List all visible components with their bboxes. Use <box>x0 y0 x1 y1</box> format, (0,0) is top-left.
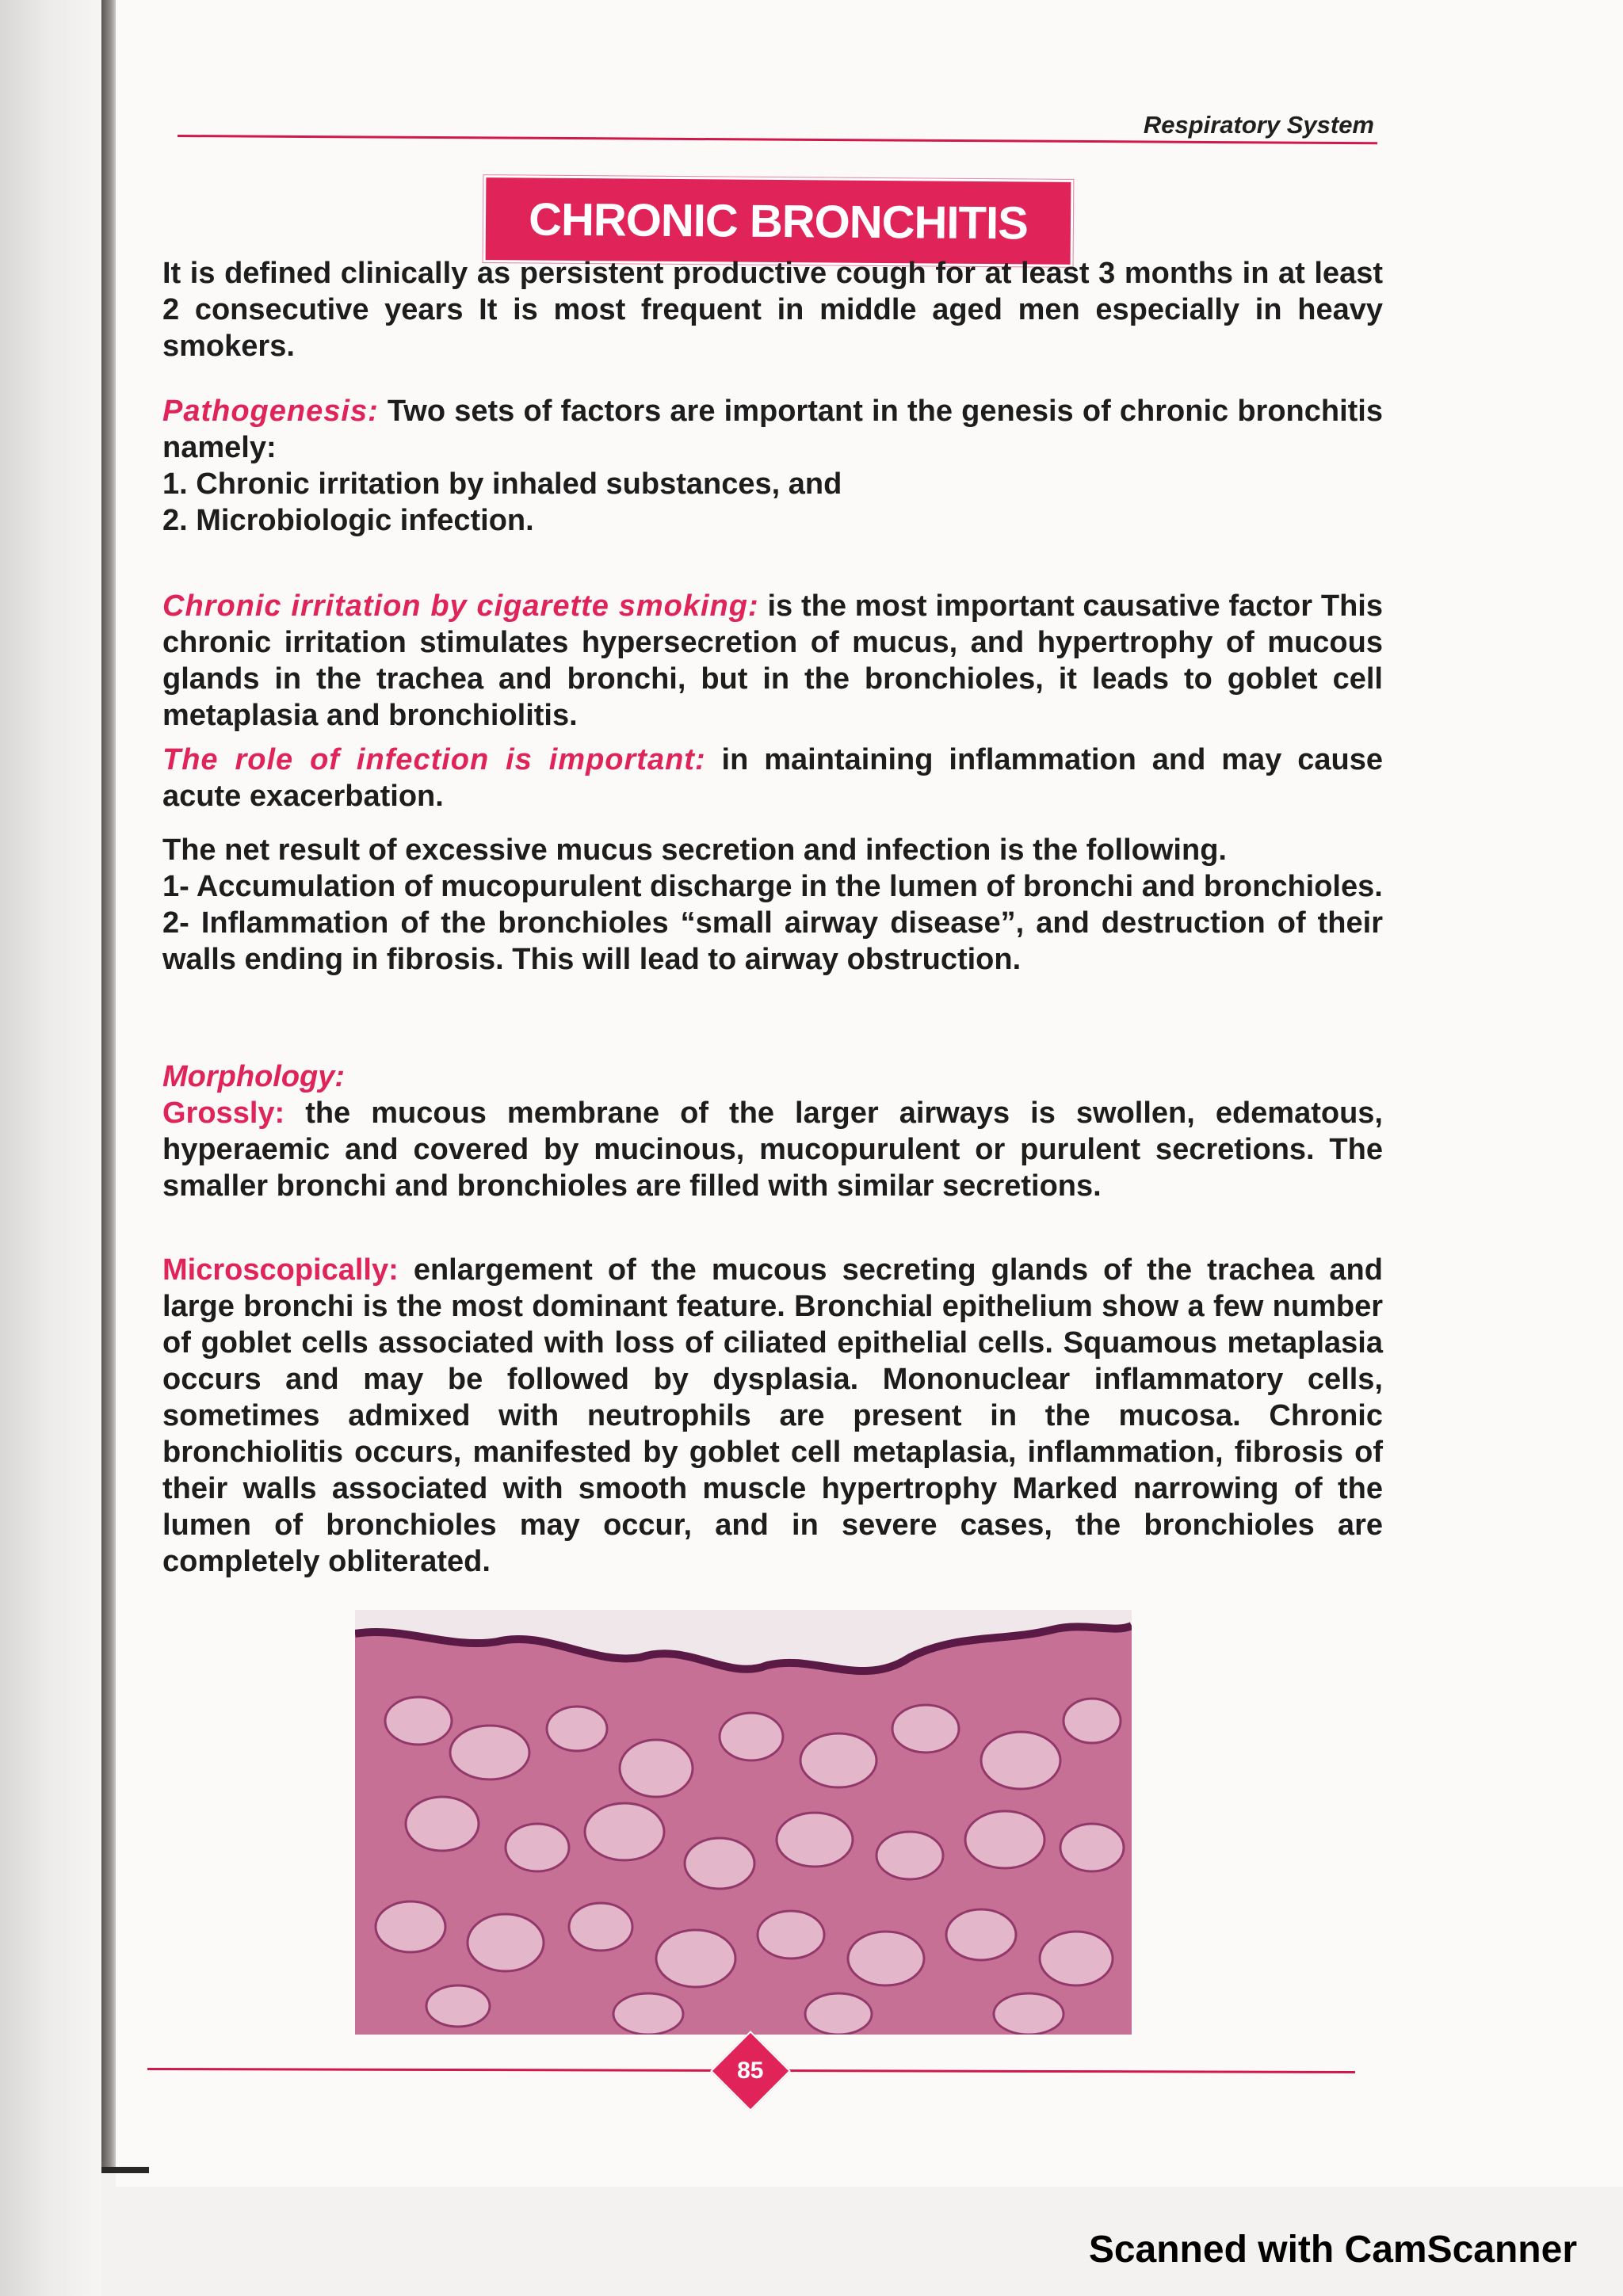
chapter-title-box <box>483 175 1074 267</box>
page-number: 85 <box>737 2058 764 2084</box>
irritation-text: is the most important causative factor This chronic irritation stimulates hypersecretion of mucus, and hypertrophy of mucous glands in the trachea and bronchi, but in the bronchioles, it leads to goblet cell metaplasia and bronchiolitis. <box>162 589 1383 732</box>
infection-label: The role of infection is important: <box>162 743 706 776</box>
irritation-label: Chronic irritation by cigarette smoking: <box>162 589 759 623</box>
book-gutter <box>101 0 116 2171</box>
morphology-heading: Morphology: <box>162 1060 346 1093</box>
scanner-watermark: Scanned with CamScanner <box>1088 2229 1577 2271</box>
running-head: Respiratory System <box>1143 111 1374 139</box>
pathogenesis-text: Two sets of factors are important in the genesis of chronic bronchitis namely: <box>162 395 1383 464</box>
infection-text: in maintaining inflammation and may cause acute exacerbation. <box>162 743 1383 813</box>
net-result-section <box>162 832 1383 978</box>
infection-paragraph <box>162 742 1383 814</box>
microscopic-paragraph <box>162 1252 1383 1580</box>
book-spine-shadow <box>0 0 101 2296</box>
net-result-item-2: 2- Inflammation of the bronchioles “small airway disease”, and destruction of their walls ending in fibrosis. This will lead to airway obstruction. <box>162 906 1383 976</box>
histology-micrograph <box>355 1610 1132 2035</box>
micrograph-texture <box>355 1610 1132 2035</box>
pathogenesis-section <box>162 393 1383 539</box>
chapter-title: CHRONIC BRONCHITIS <box>528 193 1029 249</box>
intro-text: It is defined clinically as persistent productive cough for at least 3 months in at least 2 consecutive years It is most frequent in middle aged men especially in heavy smokers. <box>162 257 1383 363</box>
microscopically-label: Microscopically: <box>162 1253 399 1287</box>
irritation-paragraph <box>162 588 1383 734</box>
page-corner-shadow <box>101 2167 149 2173</box>
grossly-text: the mucous membrane of the larger airways is swollen, edematous, hyperaemic and covered by mucinous, mucopurulent or purulent secretions. The smaller bronchi and bronchioles are filled with similar secretions. <box>162 1097 1383 1203</box>
net-result-item-1: 1- Accumulation of mucopurulent discharge in the lumen of bronchi and bronchioles. <box>162 870 1383 903</box>
pathogenesis-item-2: 2. Microbiologic infection. <box>162 504 534 537</box>
intro-paragraph <box>162 255 1383 364</box>
pathogenesis-item-1: 1. Chronic irritation by inhaled substances, and <box>162 467 842 501</box>
microscopically-text: enlargement of the mucous secreting glands of the trachea and large bronchi is the most dominant feature. Bronchial epithelium show a few number of goblet cells associated with loss of ciliated epithelial cells. Squamous metaplasia occurs and may be followed by dysplasia. Mononuclear inflammatory cells, sometimes admixed with neutrophils are present in the mucosa. Chronic bronchiolitis occurs, manifested by goblet cell metaplasia, inflammation, fibrosis of their walls associated with smooth muscle hypertrophy Marked narrowing of the lumen of bronchioles may occur, and in severe cases, the bronchioles are completely obliterated. <box>162 1253 1383 1578</box>
morphology-section <box>162 1058 1383 1204</box>
pathogenesis-label: Pathogenesis: <box>162 395 379 428</box>
net-result-text: The net result of excessive mucus secretion and infection is the following. <box>162 833 1227 867</box>
grossly-label: Grossly: <box>162 1097 285 1130</box>
